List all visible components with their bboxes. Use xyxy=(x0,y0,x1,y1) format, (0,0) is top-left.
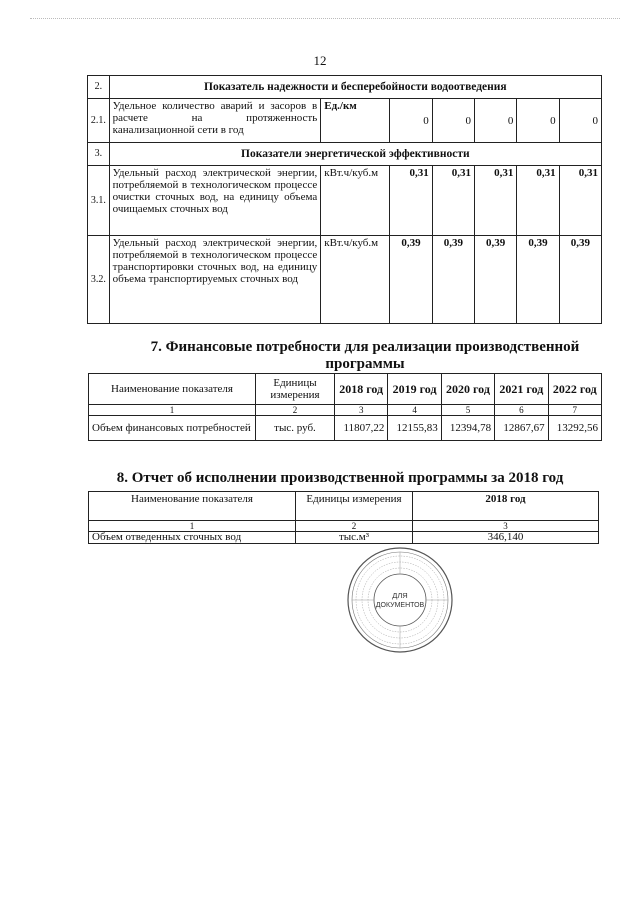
column-header: Единицы измерения xyxy=(256,374,335,405)
row-unit: кВт.ч/куб.м xyxy=(321,236,390,324)
row-number: 3.2. xyxy=(88,236,110,324)
column-header: 2020 год xyxy=(441,374,494,405)
section-title: Показатель надежности и бесперебойности водоотведения xyxy=(109,76,601,99)
column-header: 2018 год xyxy=(413,492,599,521)
section-row xyxy=(88,143,602,166)
table-row xyxy=(88,166,602,236)
column-header: 2018 год xyxy=(335,374,388,405)
row-number: 3.1. xyxy=(88,166,110,236)
index-row xyxy=(89,521,599,532)
row-value: 0,39 xyxy=(517,236,559,324)
column-header: 2019 год xyxy=(388,374,441,405)
row-unit: тыс.м³ xyxy=(296,532,413,544)
table-header-row xyxy=(89,374,602,405)
column-header: Единицы измерения xyxy=(296,492,413,521)
index-cell: 2 xyxy=(256,405,335,416)
table-row xyxy=(89,416,602,441)
section-number: 2. xyxy=(88,76,110,99)
row-value: 0 xyxy=(559,99,601,143)
table-header-row xyxy=(89,492,599,521)
table-row xyxy=(88,236,602,324)
section-7-title: 7. Финансовые потребности для реализации производственной программы xyxy=(150,339,580,372)
row-value: 0 xyxy=(390,99,432,143)
row-value: 0,39 xyxy=(432,236,474,324)
row-value: 12155,83 xyxy=(388,416,441,441)
row-value: 0,31 xyxy=(517,166,559,236)
row-value: 0 xyxy=(475,99,517,143)
index-cell: 3 xyxy=(335,405,388,416)
row-unit: Ед./км xyxy=(321,99,390,143)
column-header: Наименование показателя xyxy=(89,492,296,521)
index-cell: 6 xyxy=(495,405,548,416)
row-description: Удельный расход электрической энергии, потребляемой в технологическом процессе транспортировки сточных вод, на единицу объема транспортируемых сточных вод xyxy=(109,236,321,324)
report-table xyxy=(88,491,599,544)
index-cell: 3 xyxy=(413,521,599,532)
row-number: 2.1. xyxy=(88,99,110,143)
indicators-table xyxy=(87,75,602,324)
index-cell: 7 xyxy=(548,405,601,416)
section-row xyxy=(88,76,602,99)
row-description: Удельное количество аварий и засоров в расчете на протяженность канализационной сети в год xyxy=(109,99,321,143)
index-cell: 1 xyxy=(89,521,296,532)
row-value: 0,31 xyxy=(432,166,474,236)
row-value: 11807,22 xyxy=(335,416,388,441)
section-title: Показатели энергетической эффективности xyxy=(109,143,601,166)
page-number: 12 xyxy=(313,53,327,68)
index-cell: 4 xyxy=(388,405,441,416)
row-value: 0,39 xyxy=(559,236,601,324)
row-value: 12394,78 xyxy=(441,416,494,441)
row-value: 13292,56 xyxy=(548,416,601,441)
column-header: 2021 год xyxy=(495,374,548,405)
row-value: 0,39 xyxy=(390,236,432,324)
row-name: Объем финансовых потребностей xyxy=(89,416,256,441)
row-value: 0,31 xyxy=(475,166,517,236)
section-8-title: 8. Отчет об исполнении производственной программы за 2018 год xyxy=(116,470,564,486)
financial-needs-table xyxy=(88,373,602,441)
row-value: 12867,67 xyxy=(495,416,548,441)
top-scan-line xyxy=(30,18,620,19)
row-value: 0,31 xyxy=(559,166,601,236)
stamp-text: ДЛЯ xyxy=(392,591,408,600)
index-cell: 5 xyxy=(441,405,494,416)
row-value: 0,31 xyxy=(390,166,432,236)
row-description: Удельный расход электрической энергии, потребляемой в технологическом процессе очистки сточных вод, на единицу объема очищаемых сточных вод xyxy=(109,166,321,236)
row-unit: тыс. руб. xyxy=(256,416,335,441)
column-header: Наименование показателя xyxy=(89,374,256,405)
table-row xyxy=(88,99,602,143)
index-cell: 1 xyxy=(89,405,256,416)
row-value: 0 xyxy=(432,99,474,143)
row-value: 0,39 xyxy=(475,236,517,324)
row-value: 346,140 xyxy=(413,532,599,544)
index-row xyxy=(89,405,602,416)
table-row xyxy=(89,532,599,544)
row-value: 0 xyxy=(517,99,559,143)
row-name: Объем отведенных сточных вод xyxy=(89,532,296,544)
stamp-text: ДОКУМЕНТОВ xyxy=(375,602,425,609)
row-unit: кВт.ч/куб.м xyxy=(321,166,390,236)
index-cell: 2 xyxy=(296,521,413,532)
column-header: 2022 год xyxy=(548,374,601,405)
organization-stamp xyxy=(345,545,455,655)
section-number: 3. xyxy=(88,143,110,166)
